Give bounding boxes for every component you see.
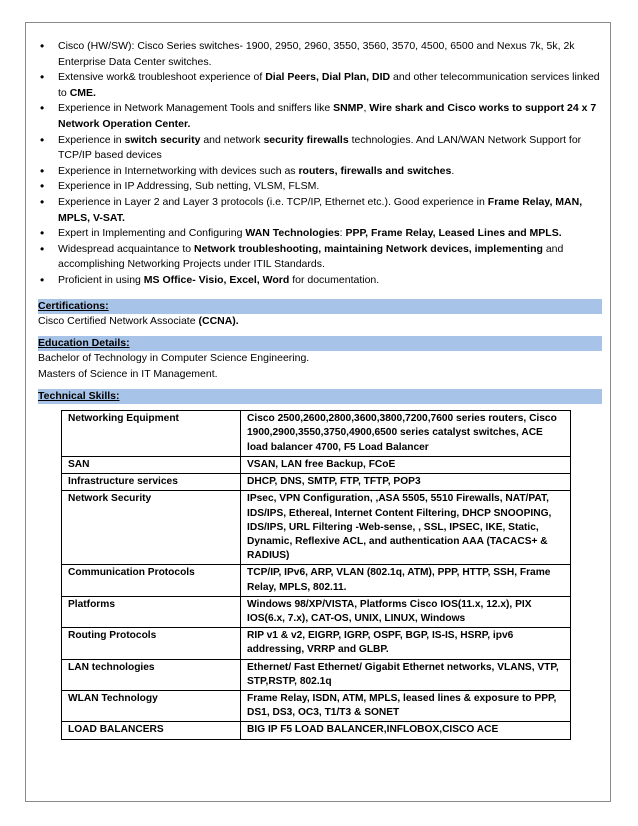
certification-name: (CCNA). (198, 314, 239, 327)
bullet-text: Experience in Layer 2 and Layer 3 protocols (i.e. TCP/IP, Ethernet etc.). Good experience in (58, 195, 488, 208)
skill-category: Infrastructure services (62, 474, 241, 491)
bullet-bold-text: switch security (124, 133, 201, 146)
skill-details: TCP/IP, IPv6, ARP, VLAN (802.1q, ATM), PPP, HTTP, SSH, Frame Relay, MPLS, 802.11. (241, 565, 571, 596)
skill-details: Ethernet/ Fast Ethernet/ Gigabit Ethernet networks, VLANS, VTP, STP,RSTP, 802.1q (241, 659, 571, 690)
skill-category: WLAN Technology (62, 690, 241, 721)
skill-category: LAN technologies (62, 659, 241, 690)
bullet-text: Experience in IP Addressing, Sub netting, VLSM, FLSM. (58, 180, 320, 193)
skill-details: DHCP, DNS, SMTP, FTP, TFTP, POP3 (241, 474, 571, 491)
skill-details: BIG IP F5 LOAD BALANCER,INFLOBOX,CISCO ACE (241, 722, 571, 739)
table-row (62, 628, 571, 659)
experience-bullet (38, 179, 602, 195)
skill-category: SAN (62, 456, 241, 473)
technical-skills-heading: Technical Skills: (38, 389, 602, 404)
bullet-text: and other telecommunication services linked to (58, 71, 600, 99)
bullet-bold-text: Frame Relay, MAN, MPLS, V-SAT. (58, 195, 583, 224)
bullet-text: Expert in Implementing and Configuring (58, 227, 246, 240)
document-content (38, 39, 602, 740)
bullet-text: Experience in Internetworking with devices such as (58, 164, 299, 177)
certifications-heading: Certifications: (38, 299, 602, 314)
bullet-text: Extensive work& troubleshoot experience of (58, 71, 266, 84)
bullet-bold-text: security firewalls (263, 133, 349, 146)
bullet-text: for documentation. (289, 273, 380, 286)
skill-category: Routing Protocols (62, 628, 241, 659)
skill-category: LOAD BALANCERS (62, 722, 241, 739)
experience-bullet (38, 39, 602, 70)
bullet-text: Cisco (HW/SW): Cisco Series switches- 1900, 2950, 2960, 3550, 3560, 3570, 4500, 6500 and Nexus 7k, 5k, 2k Enterprise Data Center switches. (58, 40, 575, 68)
skill-details: Frame Relay, ISDN, ATM, MPLS, leased lines & exposure to PPP, DS1, DS3, OC3, T1/T3 & SONET (241, 690, 571, 721)
experience-bullet (38, 242, 602, 273)
bullet-bold-text: routers, firewalls and switches (298, 164, 452, 177)
table-row (62, 565, 571, 596)
certification-text: Cisco Certified Network Associate (38, 314, 199, 327)
table-row (62, 659, 571, 690)
education-heading: Education Details: (38, 336, 602, 351)
bullet-text: and network (200, 133, 264, 146)
education-line: Masters of Science in IT Management. (38, 367, 218, 380)
skill-category: Network Security (62, 491, 241, 565)
certification-line (38, 314, 602, 330)
bullet-text: Experience in (58, 133, 125, 146)
skill-details: VSAN, LAN free Backup, FCoE (241, 456, 571, 473)
bullet-text: and accomplishing Networking Projects under ITIL Standards. (58, 242, 564, 271)
bullet-bold-text: CME. (69, 86, 96, 99)
bullet-bold-text: WAN Technologies (245, 227, 340, 240)
education-line: Bachelor of Technology in Computer Science Engineering. (38, 352, 310, 365)
bullet-text: Widespread acquaintance to (58, 242, 195, 255)
document-page (25, 22, 611, 802)
technical-skills-table (61, 410, 571, 739)
table-row (62, 411, 571, 457)
bullet-text: Proficient in using (58, 273, 144, 286)
table-row (62, 690, 571, 721)
experience-bullet (38, 273, 602, 289)
experience-bullet (38, 164, 602, 180)
table-row (62, 596, 571, 627)
experience-bullet (38, 70, 602, 101)
skill-category: Networking Equipment (62, 411, 241, 457)
skill-details: RIP v1 & v2, EIGRP, IGRP, OSPF, BGP, IS-IS, HSRP, ipv6 addressing, VRRP and GLBP. (241, 628, 571, 659)
table-row (62, 474, 571, 491)
bullet-text: , (363, 102, 370, 115)
skill-details: Windows 98/XP/VISTA, Platforms Cisco IOS(11.x, 12.x), PIX IOS(6.x, 7.x), CAT-OS, UNIX, LINUX, Windows (241, 596, 571, 627)
experience-bullet (38, 195, 602, 226)
table-row (62, 722, 571, 739)
experience-bullet (38, 226, 602, 242)
experience-bullet-list (38, 39, 602, 289)
skill-category: Platforms (62, 596, 241, 627)
bullet-bold-text: SNMP (333, 102, 364, 115)
skill-category: Communication Protocols (62, 565, 241, 596)
bullet-text: : (339, 227, 346, 240)
skill-details: IPsec, VPN Configuration, ,ASA 5505, 5510 Firewalls, NAT/PAT, IDS/IPS, Ethereal, Internet Content Filtering, DHCP SNOOPING, IDS/IPS, URL Filtering -Web-sense, , SSL, IPSEC, IKE, Static, Dynamic, Reflexive ACL, and authentication AAA (TACACS+ & RADIUS) (241, 491, 571, 565)
bullet-bold-text: Dial Peers, Dial Plan, DID (265, 71, 391, 84)
bullet-bold-text: Network troubleshooting, maintaining Network devices, implementing (194, 242, 543, 255)
table-row (62, 491, 571, 565)
bullet-bold-text: MS Office- Visio, Excel, Word (143, 273, 290, 286)
skill-details: Cisco 2500,2600,2800,3600,3800,7200,7600 series routers, Cisco 1900,2900,3550,3750,4900,6500 series catalyst switches, ACE load balancer 4700, F5 Load Balancer (241, 411, 571, 457)
bullet-text: Experience in Network Management Tools and sniffers like (58, 102, 334, 115)
bullet-bold-text: Wire shark and Cisco works to support 24 x 7 Network Operation Center. (58, 102, 597, 130)
experience-bullet (38, 133, 602, 164)
experience-bullet (38, 101, 602, 132)
bullet-text: technologies. And LAN/WAN Network Support for TCP/IP based devices (58, 133, 582, 162)
table-row (62, 456, 571, 473)
bullet-text: . (451, 164, 455, 177)
bullet-bold-text: PPP, Frame Relay, Leased Lines and MPLS. (345, 227, 562, 240)
